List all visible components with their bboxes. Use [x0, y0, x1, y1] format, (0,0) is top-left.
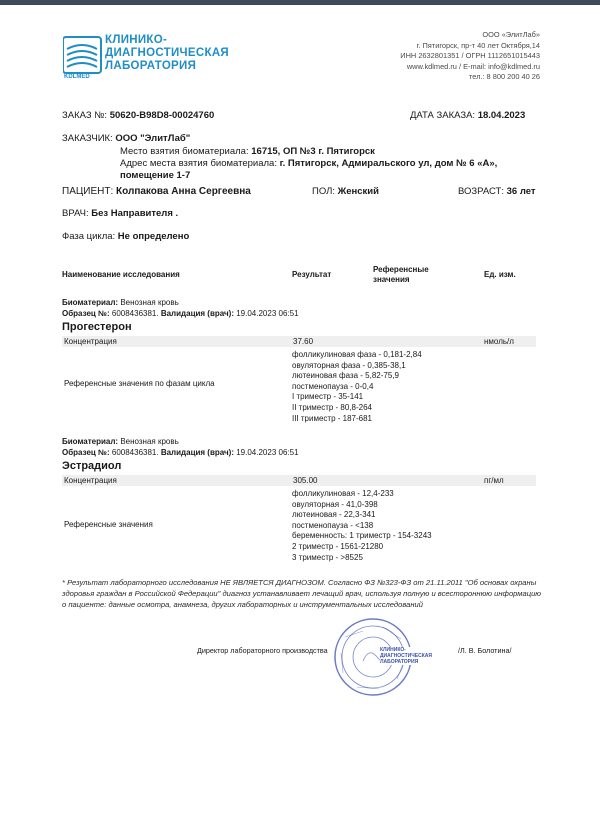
- sampling-address-line2: помещение 1-7: [120, 170, 191, 181]
- result-row: [62, 336, 536, 347]
- company-info: ООО «ЭлитЛаб» г. Пятигорск, пр-т 40 лет Октября,14 ИНН 2632801351 / ОГРН 1112651015443 www.kdlmed.ru / E-mail: info@kdlmed.ru тел.: 8 800 200 40 26: [400, 30, 540, 81]
- result-row: [62, 475, 536, 486]
- test-biomaterial: Биоматериал: Венозная кровь Образец №: 6008436381. Валидация (врач): 19.04.2023 06:51: [62, 298, 299, 318]
- cycle-phase: Фаза цикла: Не определено: [62, 231, 190, 242]
- reference-list: фолликулиновая - 12,4-233 овуляторная - 41,0-398 лютеиновая - 22,3-341 постменопауза - <138 беременность: 1 триместр - 154-3243 2 триместр - 1561-21280 3 триместр - >8525: [292, 489, 432, 562]
- logo-subtitle: KDLMED: [64, 74, 90, 80]
- test-title: Прогестерон: [62, 321, 132, 333]
- sampling-address: Адрес места взятия биоматериала: г. Пятигорск, Адмиральского ул, дом № 6 «А»,: [120, 158, 498, 169]
- signature-label: Директор лабораторного производства: [197, 646, 328, 655]
- result-value: 37.60: [293, 337, 314, 346]
- test-title: Эстрадиол: [62, 460, 122, 472]
- reference-list: фолликулиновая фаза - 0,181-2,84 овуляторная фаза - 0,385-38,1 лютеиновая фаза - 5,82-75,9 постменопауза - 0-0,4 I триместр - 35-141 II триместр - 80,8-264 III триместр - 187-681: [292, 350, 422, 423]
- unit: нмоль/л: [484, 337, 514, 346]
- doctor: ВРАЧ: Без Направителя .: [62, 208, 179, 219]
- signature-name: /Л. В. Болотина/: [458, 646, 512, 655]
- disclaimer-note: * Результат лабораторного исследования НЕ ЯВЛЯЕТСЯ ДИАГНОЗОМ. Согласно ФЗ №323-ФЗ от 21.11.2011 "Об основах охраны здоровья граждан в Российской Федерации" диагноз устанавливает лечащий врач, используя полную и всестороннюю информацию о пациенте: данные осмотра, анамнеза, других лабораторных и инструментальных исследований: [62, 578, 542, 609]
- logo-text: КЛИНИКО- ДИАГНОСТИЧЕСКАЯ ЛАБОРАТОРИЯ: [105, 34, 229, 72]
- header-result: Результат: [292, 270, 332, 279]
- header-name: Наименование исследования: [62, 270, 180, 279]
- result-value: 305.00: [293, 476, 318, 485]
- order-date: ДАТА ЗАКАЗА: 18.04.2023: [410, 110, 526, 121]
- unit: пг/мл: [484, 476, 504, 485]
- customer: ЗАКАЗЧИК: ООО "ЭлитЛаб": [62, 133, 191, 144]
- header-unit: Ед. изм.: [484, 270, 516, 279]
- reference-label: Референсные значения: [64, 520, 153, 529]
- patient-sex: ПОЛ: Женский: [312, 186, 379, 197]
- stamp-text: КЛИНИКО- ДИАГНОСТИЧЕСКАЯ ЛАБОРАТОРИЯ: [380, 647, 436, 665]
- param-name: Концентрация: [64, 476, 117, 485]
- patient-age: ВОЗРАСТ: 36 лет: [458, 186, 536, 197]
- param-name: Концентрация: [64, 337, 117, 346]
- sampling-place: Место взятия биоматериала: 16715, ОП №3 г. Пятигорск: [120, 146, 375, 157]
- reference-label: Референсные значения по фазам цикла: [64, 379, 215, 388]
- top-bar: [0, 0, 600, 5]
- patient: ПАЦИЕНТ: Колпакова Анна Сергеевна: [62, 186, 251, 197]
- header-reference: Референсные значения: [373, 265, 429, 284]
- test-biomaterial: Биоматериал: Венозная кровь Образец №: 6008436381. Валидация (врач): 19.04.2023 06:51: [62, 437, 299, 457]
- order-number: ЗАКАЗ №: 50620-B98D8-00024760: [62, 110, 215, 121]
